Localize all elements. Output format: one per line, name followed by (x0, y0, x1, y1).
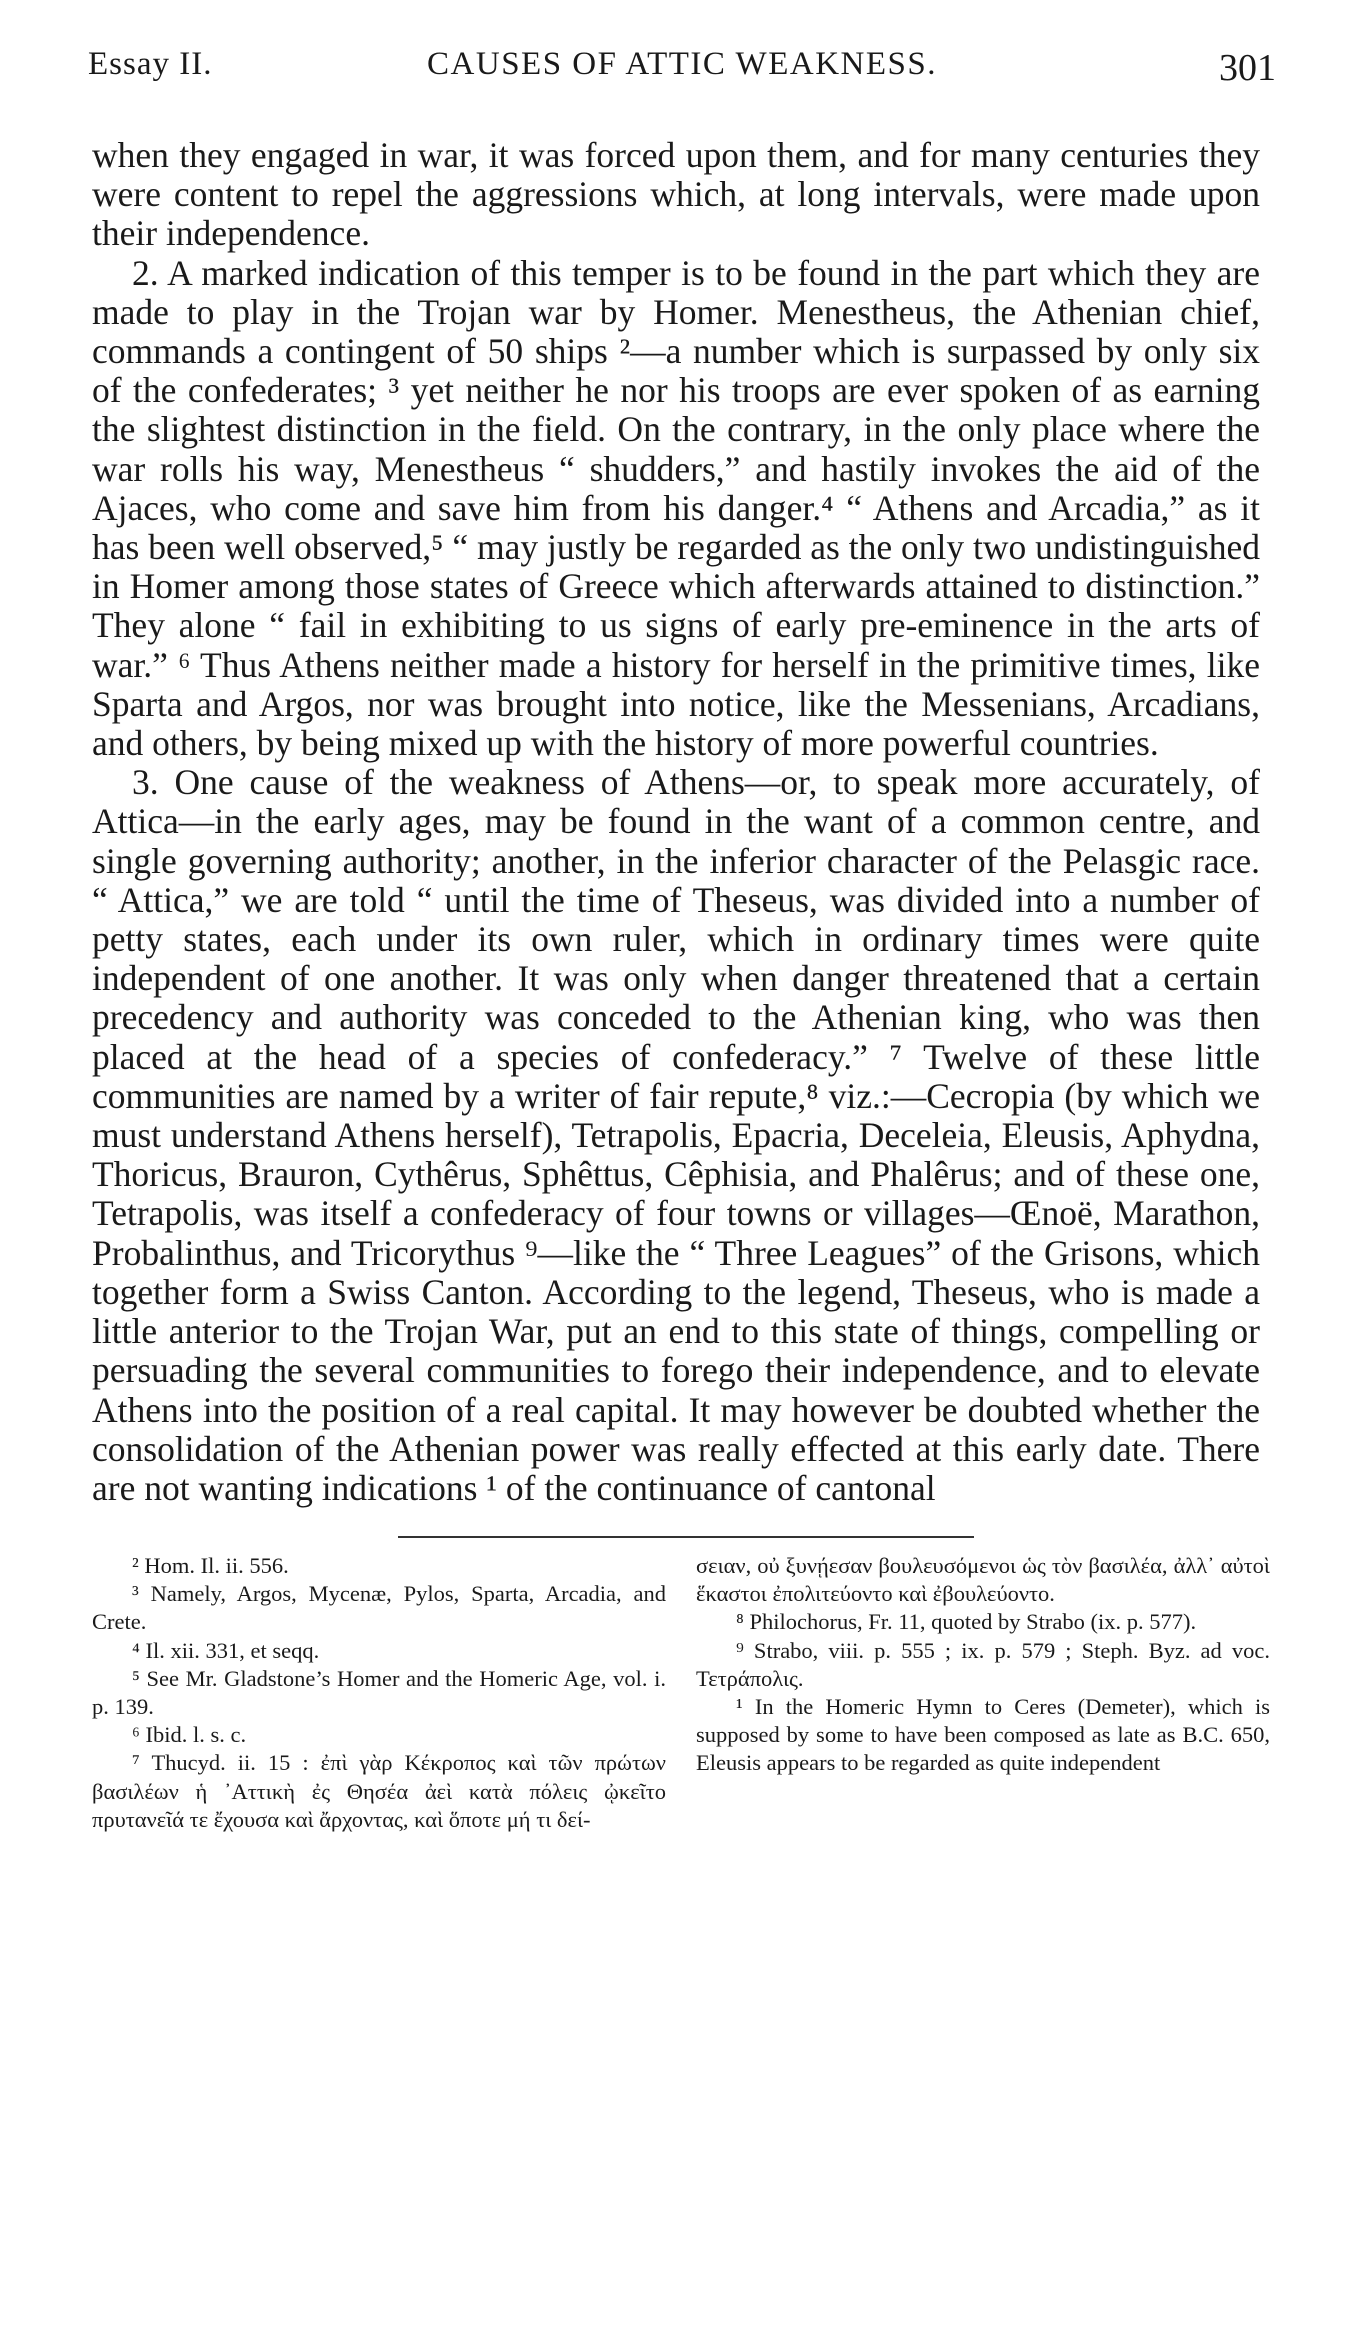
footnote: ⁹ Strabo, viii. p. 555 ; ix. p. 579 ; Steph. Byz. ad voc. Τετράπολις. (696, 1637, 1270, 1691)
footnote: ⁸ Philochorus, Fr. 11, quoted by Strabo (ix. p. 577). (736, 1609, 1197, 1635)
footnote: ⁵ See Mr. Gladstone’s Homer and the Homeric Age, vol. i. p. 139. (92, 1665, 666, 1720)
paragraph: 2. A marked indication of this temper is to be found in the part which they are made to play in the Trojan war by Homer. Menestheus, the Athenian chief, commands a contingent of 50 ships ²—a number which is surpassed by only six of the confederates; ³ yet neither he nor his troops are ever spoken of as earning the slightest distinction in the field. On the contrary, in the only place where the war rolls his way, Menestheus “ shudders,” and hastily invokes the aid of the Ajaces, who come and save him from his danger.⁴ “ Athens and Arcadia,” as it has been well observed,⁵ “ may justly be regarded as the only two undistinguished in Homer among those states of Greece which afterwards attained to distinction.” They alone “ fail in exhibiting to us signs of early pre-eminence in the arts of war.” ⁶ Thus Athens neither made a history for herself in the primitive times, like Sparta and Argos, nor was brought into notice, like the Messenians, Arcadians, and others, by being mixed up with the history of more powerful countries. (92, 252, 1260, 764)
footnote: ² Hom. Il. ii. 556. (132, 1553, 289, 1578)
footnote-column-right (696, 1552, 1270, 1778)
page-number: 301 (1219, 47, 1276, 89)
body-text (92, 136, 1260, 1508)
footnote: ⁶ Ibid. l. s. c. (132, 1722, 247, 1748)
running-header (88, 46, 1276, 96)
essay-label: Essay II. (88, 46, 213, 82)
footnote-divider (398, 1536, 974, 1538)
footnote: ⁷ Thucyd. ii. 15 : ἐπὶ γὰρ Κέκροπος καὶ τῶν πρώτων βασιλέων ἡ ᾿Αττικὴ ἐς Θησέα ἀεὶ κατὰ πόλεις ᾠκεῖτο πρυτανεῖά τε ἔχουσα καὶ ἄρχοντας, καὶ ὅποτε μή τι δεί- (92, 1750, 666, 1832)
footnote: ¹ In the Homeric Hymn to Ceres (Demeter), which is supposed by some to have been composed as late as B.C. 650, Eleusis appears to be regarded as quite independent (696, 1694, 1270, 1776)
footnote-column-left (92, 1552, 666, 1834)
footnote: ⁴ Il. xii. 331, et seqq. (132, 1637, 320, 1663)
paragraph: when they engaged in war, it was forced upon them, and for many centuries they were content to repel the aggressions which, at long intervals, were made upon their independence. (92, 135, 1260, 254)
paragraph: 3. One cause of the weakness of Athens—or, to speak more accurately, of Attica—in the early ages, may be found in the want of a common centre, and single governing authority; another, in the inferior character of the Pelasgic race. “ Attica,” we are told “ until the time of Theseus, was divided into a number of petty states, each under its own ruler, which in ordinary times were quite independent of one another. It was only when danger threatened that a certain precedency and authority was conceded to the Athenian king, who was then placed at the head of a species of confederacy.” ⁷ Twelve of these little communities are named by a writer of fair repute,⁸ viz.:—Cecropia (by which we must understand Athens herself), Tetrapolis, Epacria, Deceleia, Eleusis, Aphydna, Thoricus, Brauron, Cythêrus, Sphêttus, Cêphisia, and Phalêrus; and of these one, Tetrapolis, was itself a confederacy of four towns or villages—Œnoë, Marathon, Probalinthus, and Tricorythus ⁹—like the “ Three Leagues” of the Grisons, which together form a Swiss Canton. According to the legend, Theseus, who is made a little anterior to the Trojan War, put an end to this state of things, compelling or persuading the several communities to forego their independence, and to elevate Athens into the position of a real capital. It may however be doubted whether the consolidation of the Athenian power was really effected at this early date. There are not wanting indications ¹ of the continuance of cantonal (92, 762, 1260, 1508)
footnote: ³ Namely, Argos, Mycenæ, Pylos, Sparta, Arcadia, and Crete. (92, 1581, 666, 1635)
footnote: σειαν, οὐ ξυνῄεσαν βουλευσόμενοι ὡς τὸν βασιλέα, ἀλλ᾿ αὐτοὶ ἕκαστοι ἐπολιτεύοντο καὶ ἐβουλεύοντο. (696, 1553, 1270, 1607)
page-title: CAUSES OF ATTIC WEAKNESS. (427, 46, 937, 82)
